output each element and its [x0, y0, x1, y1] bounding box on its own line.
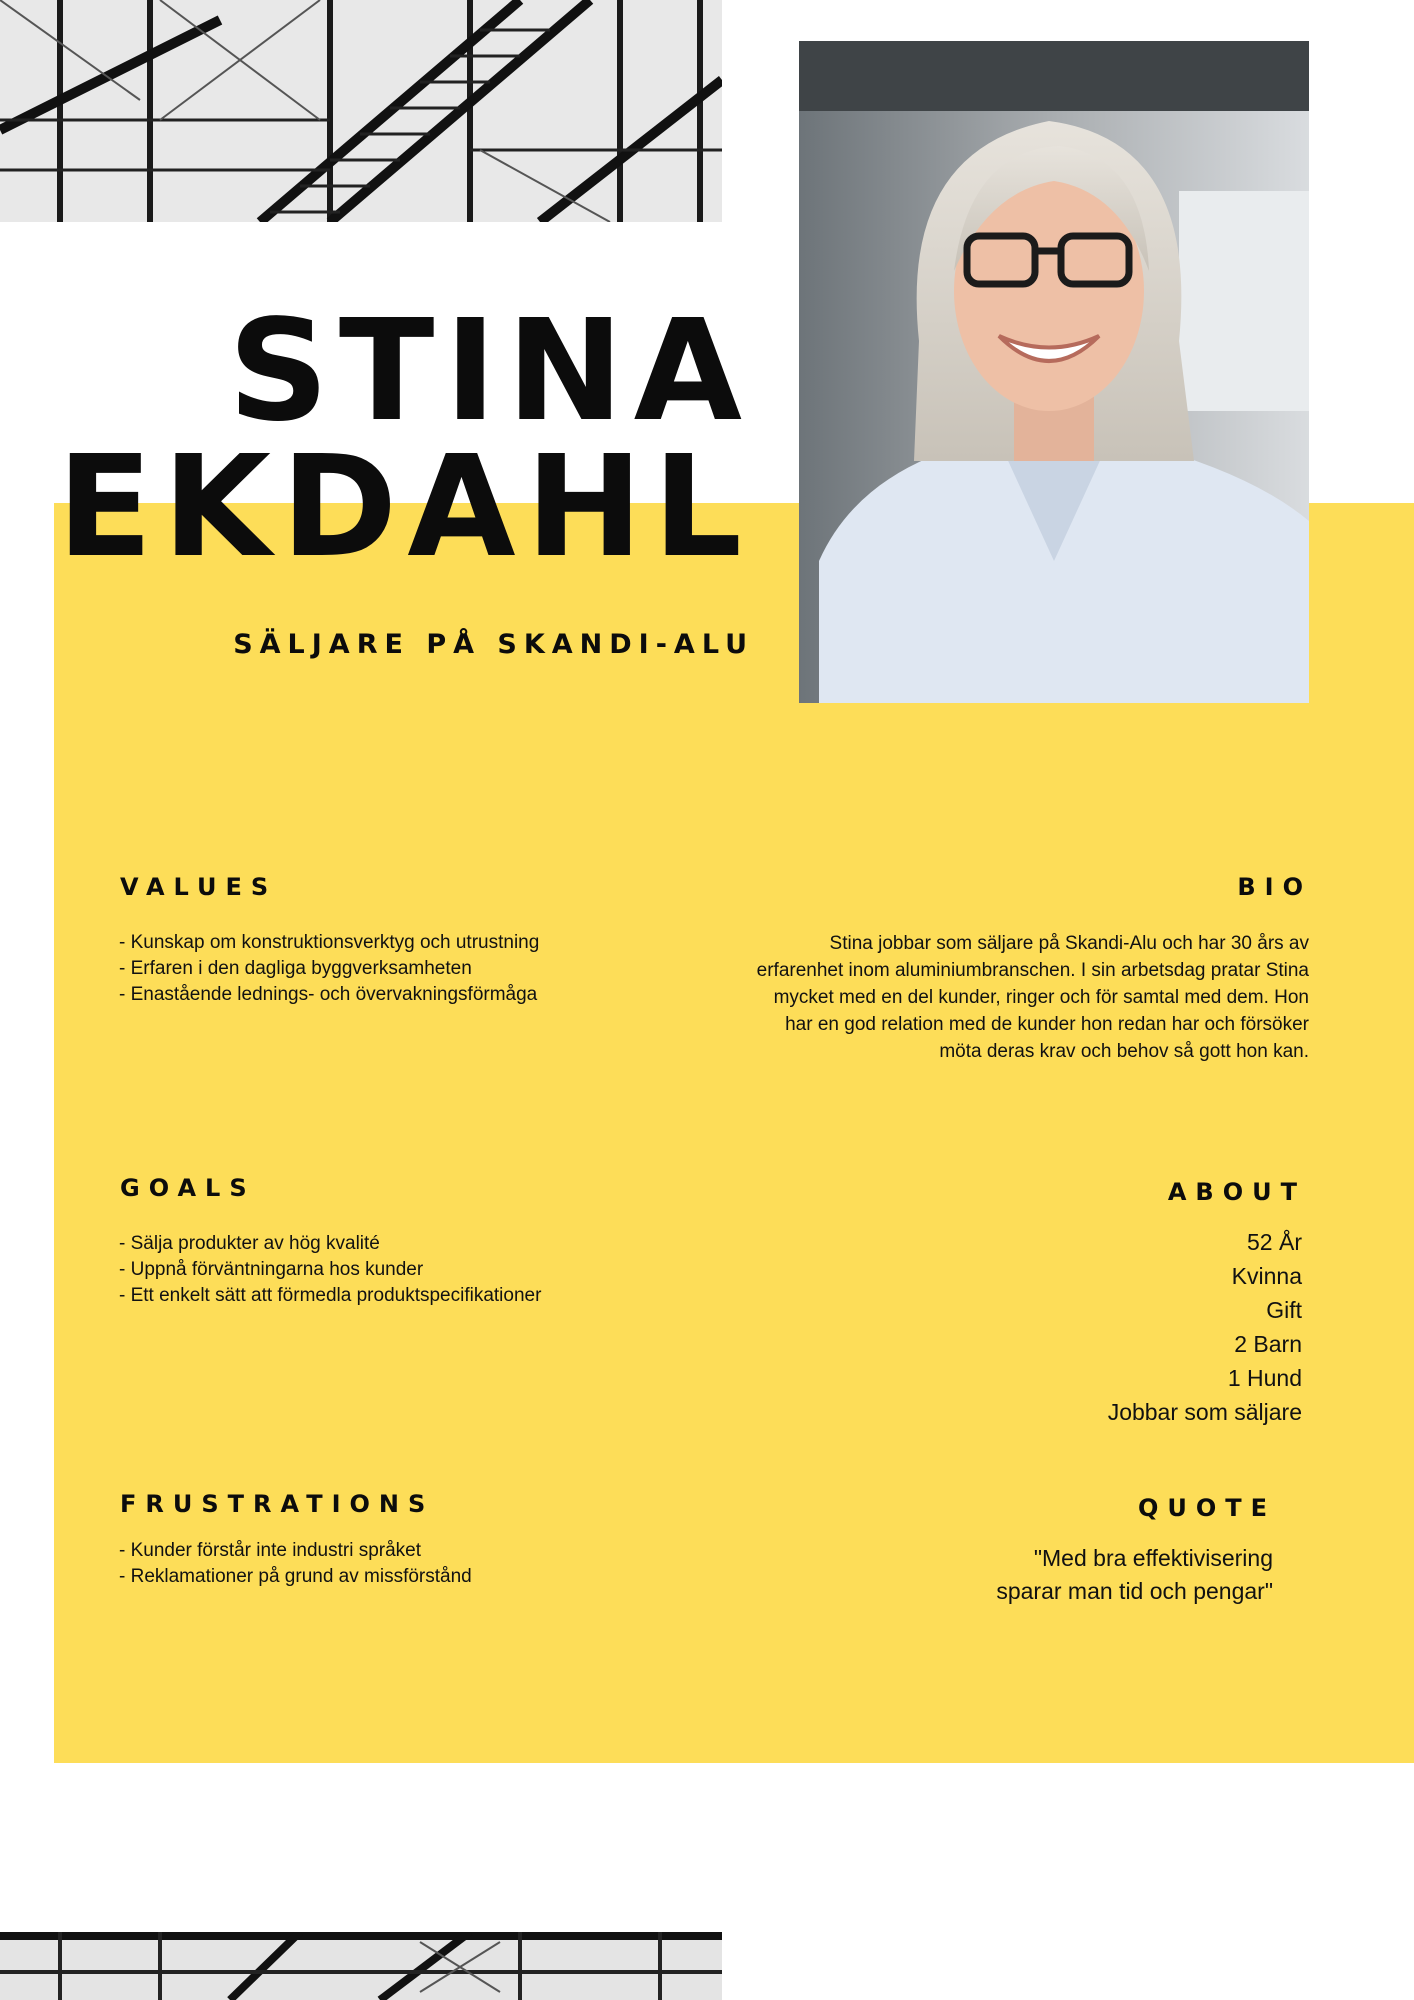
persona-role: SÄLJARE PÅ SKANDI-ALU [233, 629, 754, 660]
quote-line: "Med bra effektivisering [1033, 1545, 1273, 1571]
bio-heading: BIO [1237, 873, 1312, 901]
goals-item: - Ett enkelt sätt att förmedla produktspecifikationer [119, 1285, 542, 1306]
values-heading: VALUES [120, 873, 278, 901]
about-item: Jobbar som säljare [1107, 1399, 1302, 1425]
goals-list [119, 1231, 541, 1309]
bio-text: Stina jobbar som säljare på Skandi-Alu och har 30 års av erfarenhet inom aluminiumbranschen. I sin arbetsdag pratar Stina mycket med en del kunder, ringer och för samtal med dem. Hon har en god relation med de kunder hon redan har och försöker möta deras krav och behov så gott hon kan. [756, 933, 1309, 1062]
portrait-photo [799, 41, 1309, 703]
about-item: Kvinna [1231, 1263, 1302, 1289]
quote-text [953, 1542, 1273, 1608]
staircase-photo-top [0, 0, 722, 222]
values-list [119, 930, 539, 1008]
about-item: 2 Barn [1234, 1331, 1302, 1357]
about-item: Gift [1266, 1297, 1302, 1323]
about-item: 1 Hund [1227, 1365, 1302, 1391]
quote-heading: QUOTE [1137, 1494, 1276, 1522]
values-item: - Erfaren i den dagliga byggverksamheten [119, 958, 472, 979]
goals-heading: GOALS [120, 1174, 256, 1202]
goals-item: - Uppnå förväntningarna hos kunder [119, 1259, 424, 1280]
persona-last-name: EKDAHL [56, 426, 752, 589]
frustrations-list [119, 1538, 472, 1590]
values-item: - Enastående lednings- och övervakningsförmåga [119, 984, 538, 1005]
about-item: 52 År [1247, 1229, 1302, 1255]
quote-line: sparar man tid och pengar" [996, 1578, 1273, 1604]
frustrations-item: - Kunder förstår inte industri språket [119, 1540, 422, 1561]
persona-first-name: STINA [228, 290, 752, 453]
frustrations-item: - Reklamationer på grund av missförstånd [119, 1566, 472, 1587]
values-item: - Kunskap om konstruktionsverktyg och utrustning [119, 932, 540, 953]
about-heading: ABOUT [1167, 1178, 1306, 1206]
about-list [1108, 1225, 1302, 1429]
goals-item: - Sälja produkter av hög kvalité [119, 1233, 380, 1254]
frustrations-heading: FRUSTRATIONS [120, 1490, 435, 1518]
staircase-photo-bottom [0, 1932, 722, 2000]
